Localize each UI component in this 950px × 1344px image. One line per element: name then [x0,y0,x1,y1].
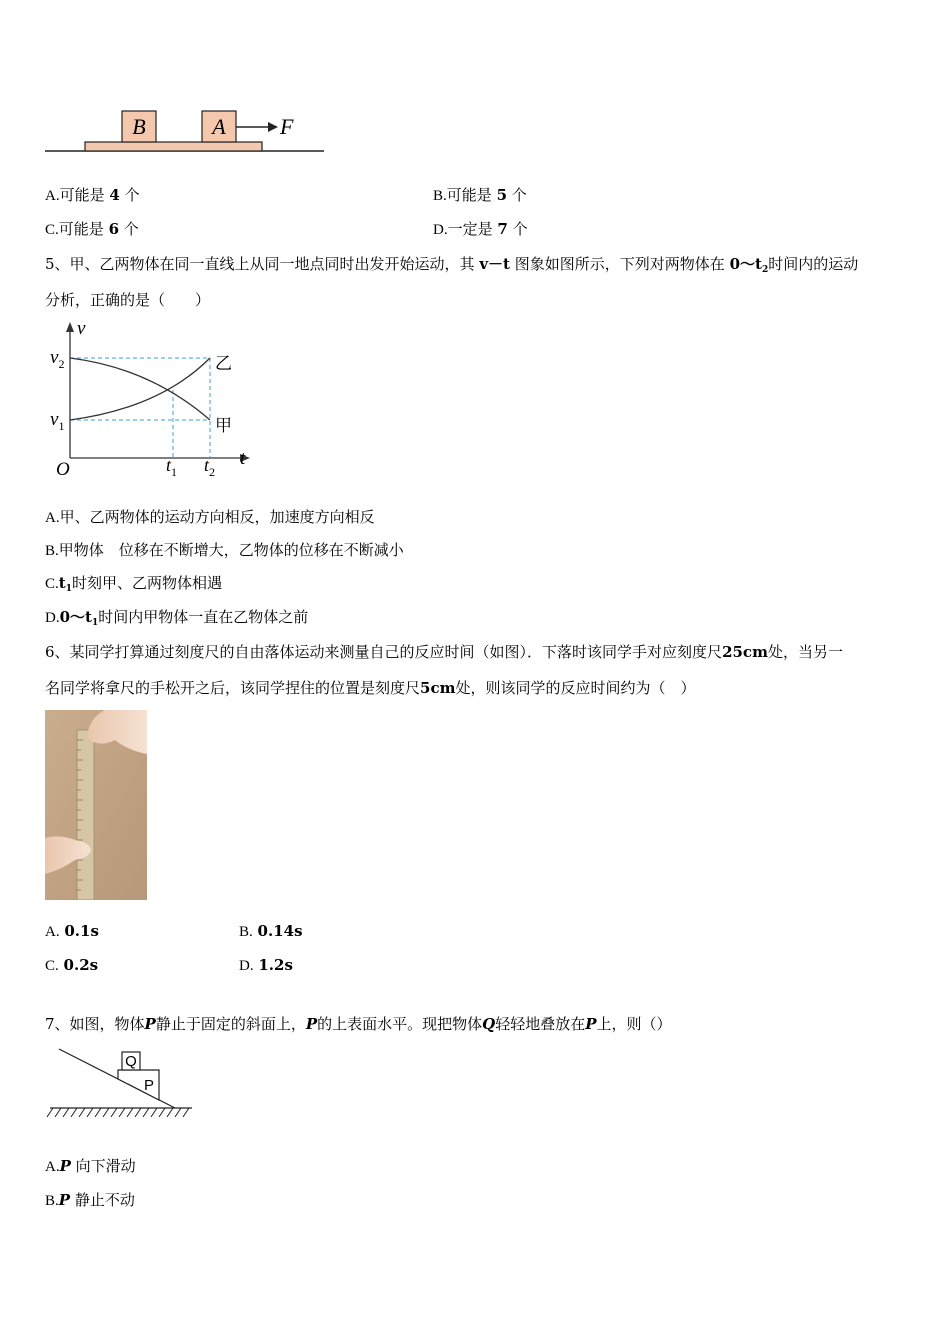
option-letter: B. [45,1193,59,1209]
t-axis-label: t [240,448,246,469]
option-letter: C. [45,958,59,974]
v-axis-arrow [66,322,74,332]
p-label: P [143,1077,155,1094]
option-unit: 个 [124,186,140,204]
option-number: 6 [108,220,119,238]
label-b: B [132,114,146,139]
v1-label: $v_1$ [50,409,65,433]
q6-option-c [45,955,98,976]
option-text: 一定是 [447,220,493,238]
q6-option-d [239,955,293,976]
q6-text: 处，则该同学的反应时间约为（ ） [455,679,696,697]
q5-text: 5、甲、乙两物体在同一直线上从同一地点同时出发开始运动，其 [45,255,475,273]
option-number: 5 [496,186,507,204]
option-letter: A. [45,1159,60,1175]
yi-label: 乙 [215,354,232,374]
ruler [77,730,94,900]
q7-text: 的上表面水平。现把物体 [317,1015,483,1033]
q7-stem [45,1014,672,1034]
q7-text: 静止于固定的斜面上， [155,1015,306,1033]
origin-label: O [56,459,70,480]
q5-option-c [45,573,222,599]
board [85,142,262,151]
option-value: 0.1s [64,922,99,940]
option-symbol: P [58,1191,71,1209]
option-letter: D. [45,610,60,626]
option-letter: C. [45,576,59,592]
block-figure [40,105,340,160]
option-letter: D. [239,958,254,974]
q5-time-range: $0\sim t_2$ [729,255,769,275]
q7-symbol: Q [482,1015,496,1033]
jia-curve [70,358,210,420]
option-value: 1.2s [258,956,293,974]
option-text: 甲物体 位移在不断增大，乙物体的位移在不断减小 [58,541,404,559]
q4-option-b [433,185,527,206]
option-number: 4 [109,186,120,204]
q6-text: 名同学将拿尺的手松开之后，该同学捏住的位置是刻度尺 [45,679,421,697]
q6-text: 处，当另一 [767,643,843,661]
arrow-head [268,122,278,132]
option-symbol: $0\sim t_1$ [59,608,99,628]
label-f: F [280,114,294,139]
jia-label: 甲 [215,416,232,436]
q5-text: 图象如图所示，下列对两物体在 [514,255,725,273]
q5-option-b [45,540,404,561]
option-unit: 个 [511,186,527,204]
ruler-photo [45,710,147,900]
q-label: Q [125,1053,137,1070]
q6-stem-line1 [45,642,843,662]
q5-vt: v－t [479,255,510,273]
q4-option-c [45,219,139,240]
option-value: 0.2s [63,956,99,974]
q5-stem-line1 [45,254,858,280]
q6-option-a [45,921,99,942]
q6-text: 6、某同学打算通过刻度尺的自由落体运动来测量自己的反应时间（如图）．下落时该同学手对应刻度尺 [45,643,723,661]
option-unit: 个 [512,220,528,238]
q7-option-b [45,1190,135,1211]
option-text: 时间内甲物体一直在乙物体之前 [98,608,309,626]
q6-value: 25cm [722,643,768,661]
vt-graph [40,318,260,480]
option-text: 甲、乙两物体的运动方向相反，加速度方向相反 [59,508,375,526]
v-axis-label: v [77,318,86,339]
q6-stem-line2 [45,678,695,698]
q4-option-d [433,219,528,240]
option-letter: C. [45,222,59,238]
option-text: 可能是 [59,186,105,204]
option-symbol: P [59,1157,71,1175]
option-text: 时刻甲、乙两物体相遇 [71,574,222,592]
label-a: A [212,114,226,139]
q5-stem-line2: 分析，正确的是（ ） [45,291,211,309]
q5-option-d [45,607,308,633]
option-letter: B. [433,188,447,204]
q7-text: 轻轻地叠放在 [495,1015,586,1033]
option-number: 7 [497,220,508,238]
q4-option-a [45,185,140,206]
q7-text: 上，则（） [596,1015,672,1033]
option-unit: 个 [123,220,139,238]
option-text: 可能是 [58,220,104,238]
t2-label: $t_2$ [204,455,216,479]
option-text: 静止不动 [74,1191,135,1209]
q6-value: 5cm [420,679,456,697]
q7-option-a [45,1156,136,1177]
q7-symbol: P [305,1015,318,1033]
option-symbol: $t_1$ [58,574,72,594]
option-value: 0.14s [257,922,303,940]
option-letter: D. [433,222,448,238]
t1-label: $t_1$ [166,455,178,479]
incline-figure [45,1045,195,1125]
q7-symbol: P [144,1015,156,1033]
option-text: 可能是 [446,186,492,204]
q7-symbol: P [585,1015,597,1033]
option-letter: B. [45,543,59,559]
option-letter: B. [239,924,253,940]
ground-hatch [47,1108,189,1117]
q5-text: 时间内的运动 [768,255,859,273]
option-letter: A. [45,924,60,940]
option-text: 向下滑动 [75,1157,136,1175]
q5-option-a [45,507,375,528]
q7-text: 7、如图，物体 [45,1015,145,1033]
yi-curve [70,358,210,420]
q6-option-b [239,921,303,942]
v2-label: $v_2$ [50,347,65,371]
option-letter: A. [45,510,60,526]
option-letter: A. [45,188,60,204]
